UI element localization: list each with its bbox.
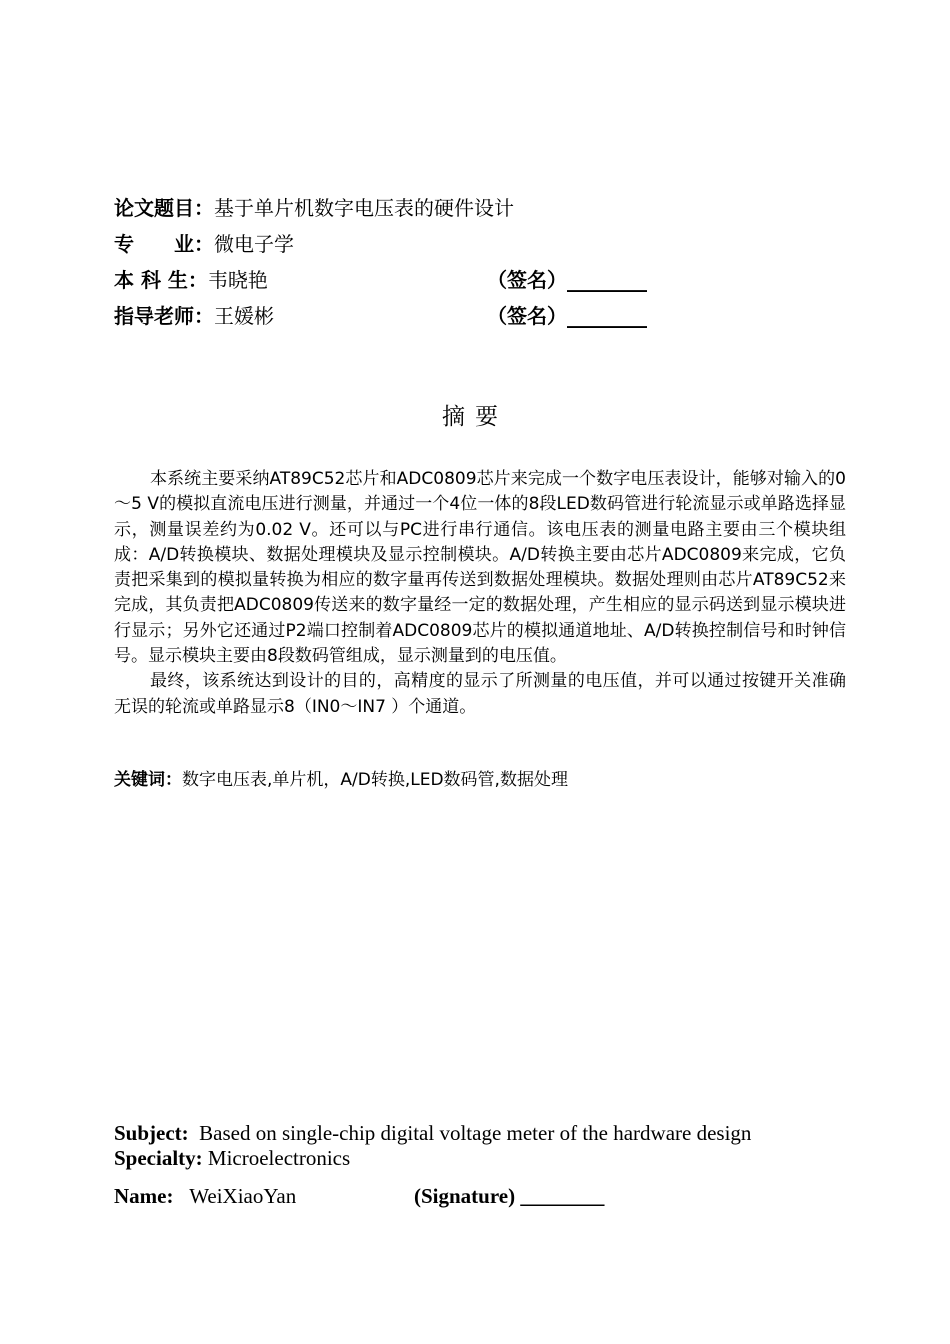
name-value: WeiXiaoYan (189, 1184, 297, 1208)
advisor-value: 王媛彬 (214, 304, 274, 328)
keywords-label: 关键词： (114, 770, 182, 790)
advisor-row (114, 301, 647, 331)
thesis-title-value: 基于单片机数字电压表的硬件设计 (214, 196, 514, 220)
major-label: 专 业： (114, 232, 214, 256)
abstract-title: 摘要 (442, 404, 508, 430)
student-value: 韦晓艳 (207, 268, 268, 292)
english-signature: (Signature) ________ (414, 1184, 605, 1208)
specialty-value: Microelectronics (207, 1146, 351, 1170)
keywords-value: 数字电压表,单片机，A/D转换,LED数码管,数据处理 (182, 770, 568, 790)
name-label: Name: (114, 1184, 174, 1208)
name-row (114, 1183, 605, 1209)
subject-value: Based on single-chip digital voltage meter of the hardware design (199, 1121, 752, 1145)
advisor-label: 指导老师： (114, 304, 214, 328)
advisor-signature: （签名）________ (487, 304, 647, 328)
abstract-body (114, 467, 846, 720)
subject-row (114, 1120, 751, 1146)
keywords-line (114, 768, 568, 793)
student-signature: （签名）________ (487, 268, 647, 292)
abstract-paragraph-2: 最终，该系统达到设计的目的，高精度的显示了所测量的电压值，并可以通过按键开关准确无误的轮流或单路显示8（IN0～IN7 ）个通道。 (114, 671, 846, 717)
student-label: 本 科 生： (114, 268, 208, 292)
student-row (114, 265, 647, 295)
specialty-row (114, 1145, 350, 1171)
major-row (114, 229, 294, 259)
thesis-title-row (114, 193, 514, 223)
abstract-paragraph-1: 本系统主要采纳AT89C52芯片和ADC0809芯片来完成一个数字电压表设计，能够对输入的0～5 V的模拟直流电压进行测量，并通过一个4位一体的8段LED数码管进行轮流显示或单路选择显示，测量误差约为0.02 V。还可以与PC进行串行通信。该电压表的测量电路主要由三个模块组成：A/D转换模块、数据处理模块及显示控制模块。A/D转换主要由芯片ADC0809来完成，它负责把采集到的模拟量转换为相应的数字量再传送到数据处理模块。数据处理则由芯片AT89C52来完成，其负责把ADC0809传送来的数字量经一定的数据处理，产生相应的显示码送到显示模块进行显示；另外它还通过P2端口控制着ADC0809芯片的模拟通道地址、A/D转换控制信号和时钟信号。显示模块主要由8段数码管组成，显示测量到的电压值。 (114, 469, 846, 667)
specialty-label: Specialty: (114, 1146, 203, 1170)
subject-label: Subject: (114, 1121, 189, 1145)
thesis-title-label: 论文题目： (114, 196, 214, 220)
major-value: 微电子学 (214, 232, 294, 256)
